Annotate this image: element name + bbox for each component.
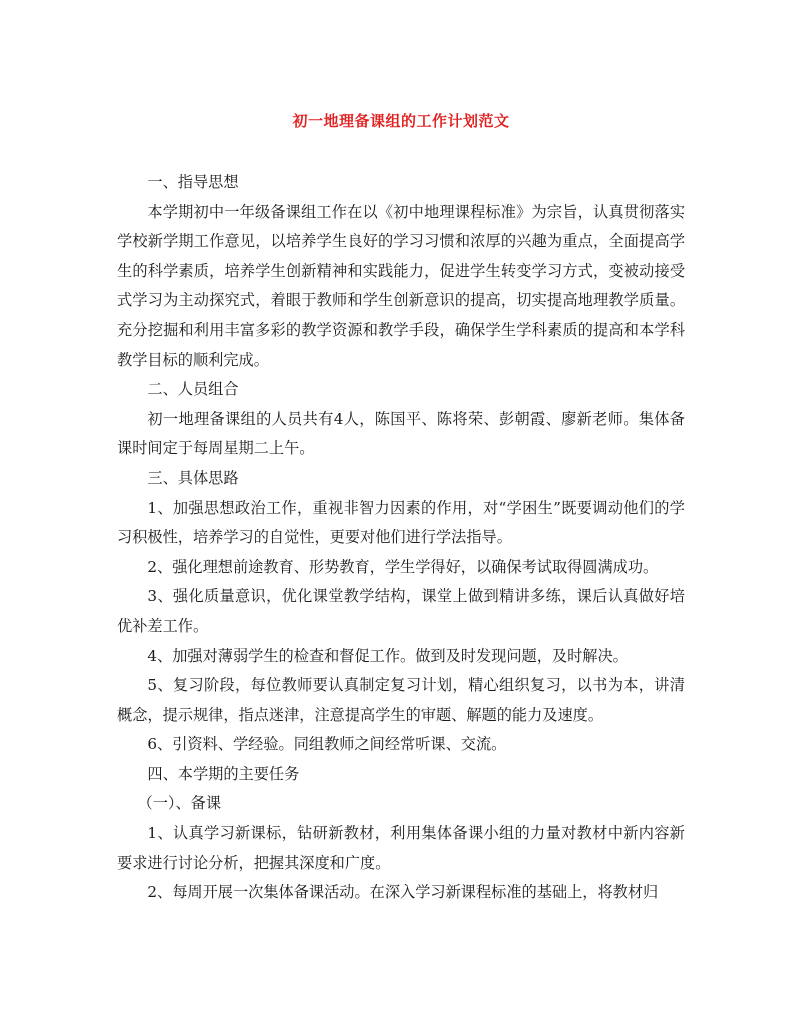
section-heading-staffing: 二、人员组合 <box>147 380 239 399</box>
section-heading-guiding-ideology: 一、指导思想 <box>147 173 239 191</box>
list-item-task-2: 2、每周开展一次集体备课活动。在深入学习新课程标准的基础上，将教材归 <box>147 883 659 902</box>
list-item-approach-2: 2、强化理想前途教育、形势教育，学生学得好，以确保考试取得圆满成功。 <box>147 557 659 576</box>
list-item-approach-6: 6、引资料、学经验。同组教师之间经常听课、交流。 <box>147 735 507 754</box>
list-item-approach-5: 5、复习阶段，每位教师要认真制定复习计划，精心组织复习，以书为本，讲清概念，提示规律，指点迷津，注意提高学生的审题、解题的能力及速度。 <box>117 676 685 724</box>
subsection-heading-lesson-prep: （一）、备课 <box>137 794 222 813</box>
list-item-approach-1: 1、加强思想政治工作，重视非智力因素的作用，对“学困生”既要调动他们的学习积极性，培养学习的自觉性，更要对他们进行学法指导。 <box>117 498 685 547</box>
list-item-task-1: 1、认真学习新课标，钻研新教材，利用集体备课小组的力量对教材中新内容新要求进行讨论分析，把握其深度和广度。 <box>117 824 685 872</box>
section-heading-specific-approach: 三、具体思路 <box>147 468 239 487</box>
section-heading-main-tasks: 四、本学期的主要任务 <box>147 764 300 783</box>
list-item-approach-3: 3、强化质量意识，优化课堂教学结构，课堂上做到精讲多练，课后认真做好培优补差工作。 <box>117 587 685 635</box>
list-item-approach-4: 4、加强对薄弱学生的检查和督促工作。做到及时发现问题，及时解决。 <box>147 646 628 665</box>
paragraph-guiding-ideology: 本学期初中一年级备课组工作在以《初中地理课程标准》为宗旨，认真贯彻落实学校新学期工作意见，以培养学生良好的学习习惯和浓厚的兴趣为重点，全面提高学生的科学素质，培养学生创新精神和实践能力，促进学生转变学习方式，变被动接受式学习为主动探究式，着眼于教师和学生创新意识的提高，切实提高地理教学质量。充分挖掘和利用丰富多彩的教学资源和教学手段，确保学生学科素质的提高和本学科教学目标的顺利完成。 <box>117 202 685 369</box>
document-body <box>117 168 685 908</box>
paragraph-staffing: 初一地理备课组的人员共有4人，陈国平、陈将荣、彭朝霞、廖新老师。集体备课时间定于每周星期二上午。 <box>117 409 685 458</box>
document-title: 初一地理备课组的工作计划范文 <box>292 112 510 130</box>
